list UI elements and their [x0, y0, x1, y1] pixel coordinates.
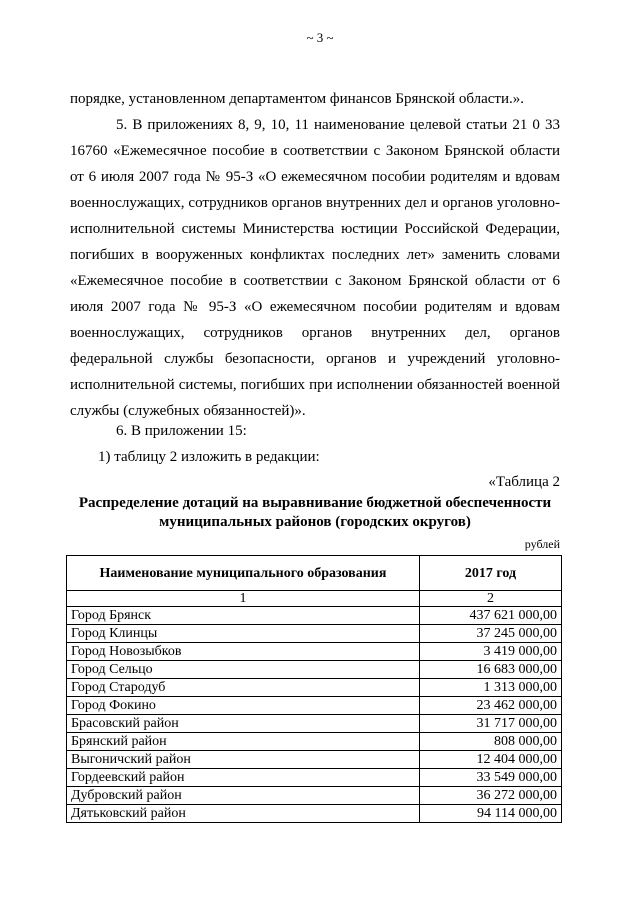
municipality-name: Город Сельцо [67, 661, 420, 679]
paragraph-item-6: 6. В приложении 15: [116, 423, 247, 439]
subsidy-amount: 23 462 000,00 [420, 697, 562, 715]
paragraph-item-5: 5. В приложениях 8, 9, 10, 11 наименование целевой статьи 21 0 33 16760 «Ежемесячное пособие в соответствии с Законом Брянской области от 6 июля 2007 года № 95-З «О ежемесячном пособии родителям и вдовам военнослужащих, сотрудников органов внутренних дел и органов уголовно-исполнительной системы Министерства юстиции Российской Федерации, погибших в вооруженных конфликтах последних лет» заменить словами «Ежемесячное пособие в соответствии с Законом Брянской области от 6 июля 2007 года № 95-З «О ежемесячном пособии родителям и вдовам военнослужащих, сотрудников органов внутренних дел, органов федеральной службы безопасности, органов и учреждений уголовно-исполнительной системы, погибших при исполнении обязанностей военной службы (служебных обязанностей)». [70, 117, 560, 419]
municipality-name: Дятьковский район [67, 805, 420, 823]
municipality-name: Город Новозыбков [67, 643, 420, 661]
municipality-name: Город Стародуб [67, 679, 420, 697]
municipality-name: Город Клинцы [67, 625, 420, 643]
subsidy-amount: 12 404 000,00 [420, 751, 562, 769]
table-row [67, 679, 562, 697]
page-number: ~ 3 ~ [306, 30, 334, 45]
table-row [67, 715, 562, 733]
column-index-2: 2 [420, 591, 562, 607]
table-row [67, 607, 562, 625]
municipality-name: Гордеевский район [67, 769, 420, 787]
municipality-name: Брасовский район [67, 715, 420, 733]
table-units: рублей [524, 537, 560, 551]
subsidy-amount: 3 419 000,00 [420, 643, 562, 661]
table-row [67, 625, 562, 643]
table-row [67, 769, 562, 787]
subsidy-amount: 31 717 000,00 [420, 715, 562, 733]
table-row [67, 643, 562, 661]
municipality-name: Город Брянск [67, 607, 420, 625]
subsidy-amount: 808 000,00 [420, 733, 562, 751]
subsidy-amount: 37 245 000,00 [420, 625, 562, 643]
subsidy-table [66, 555, 562, 823]
table-row [67, 661, 562, 679]
municipality-name: Город Фокино [67, 697, 420, 715]
subsidy-amount: 437 621 000,00 [420, 607, 562, 625]
table-row [67, 697, 562, 715]
column-header-year: 2017 год [420, 556, 562, 591]
table-row [67, 787, 562, 805]
municipality-name: Брянский район [67, 733, 420, 751]
table-title: Распределение дотаций на выравнивание бюджетной обеспеченности муниципальных районов (городских округов) [78, 495, 552, 530]
subsidy-amount: 36 272 000,00 [420, 787, 562, 805]
subsidy-amount: 1 313 000,00 [420, 679, 562, 697]
subsidy-amount: 33 549 000,00 [420, 769, 562, 787]
column-index-row [67, 591, 562, 607]
municipality-name: Выгоничский район [67, 751, 420, 769]
paragraph-continuation: порядке, установленном департаментом финансов Брянской области.». [70, 91, 525, 107]
column-index-1: 1 [67, 591, 420, 607]
paragraph-subitem-1: 1) таблицу 2 изложить в редакции: [98, 449, 320, 465]
table-row [67, 733, 562, 751]
table-caption: «Таблица 2 [488, 474, 560, 490]
table-header-row [67, 556, 562, 591]
table-row [67, 751, 562, 769]
subsidy-amount: 94 114 000,00 [420, 805, 562, 823]
subsidy-amount: 16 683 000,00 [420, 661, 562, 679]
column-header-name: Наименование муниципального образования [67, 556, 420, 591]
municipality-name: Дубровский район [67, 787, 420, 805]
table-row [67, 805, 562, 823]
